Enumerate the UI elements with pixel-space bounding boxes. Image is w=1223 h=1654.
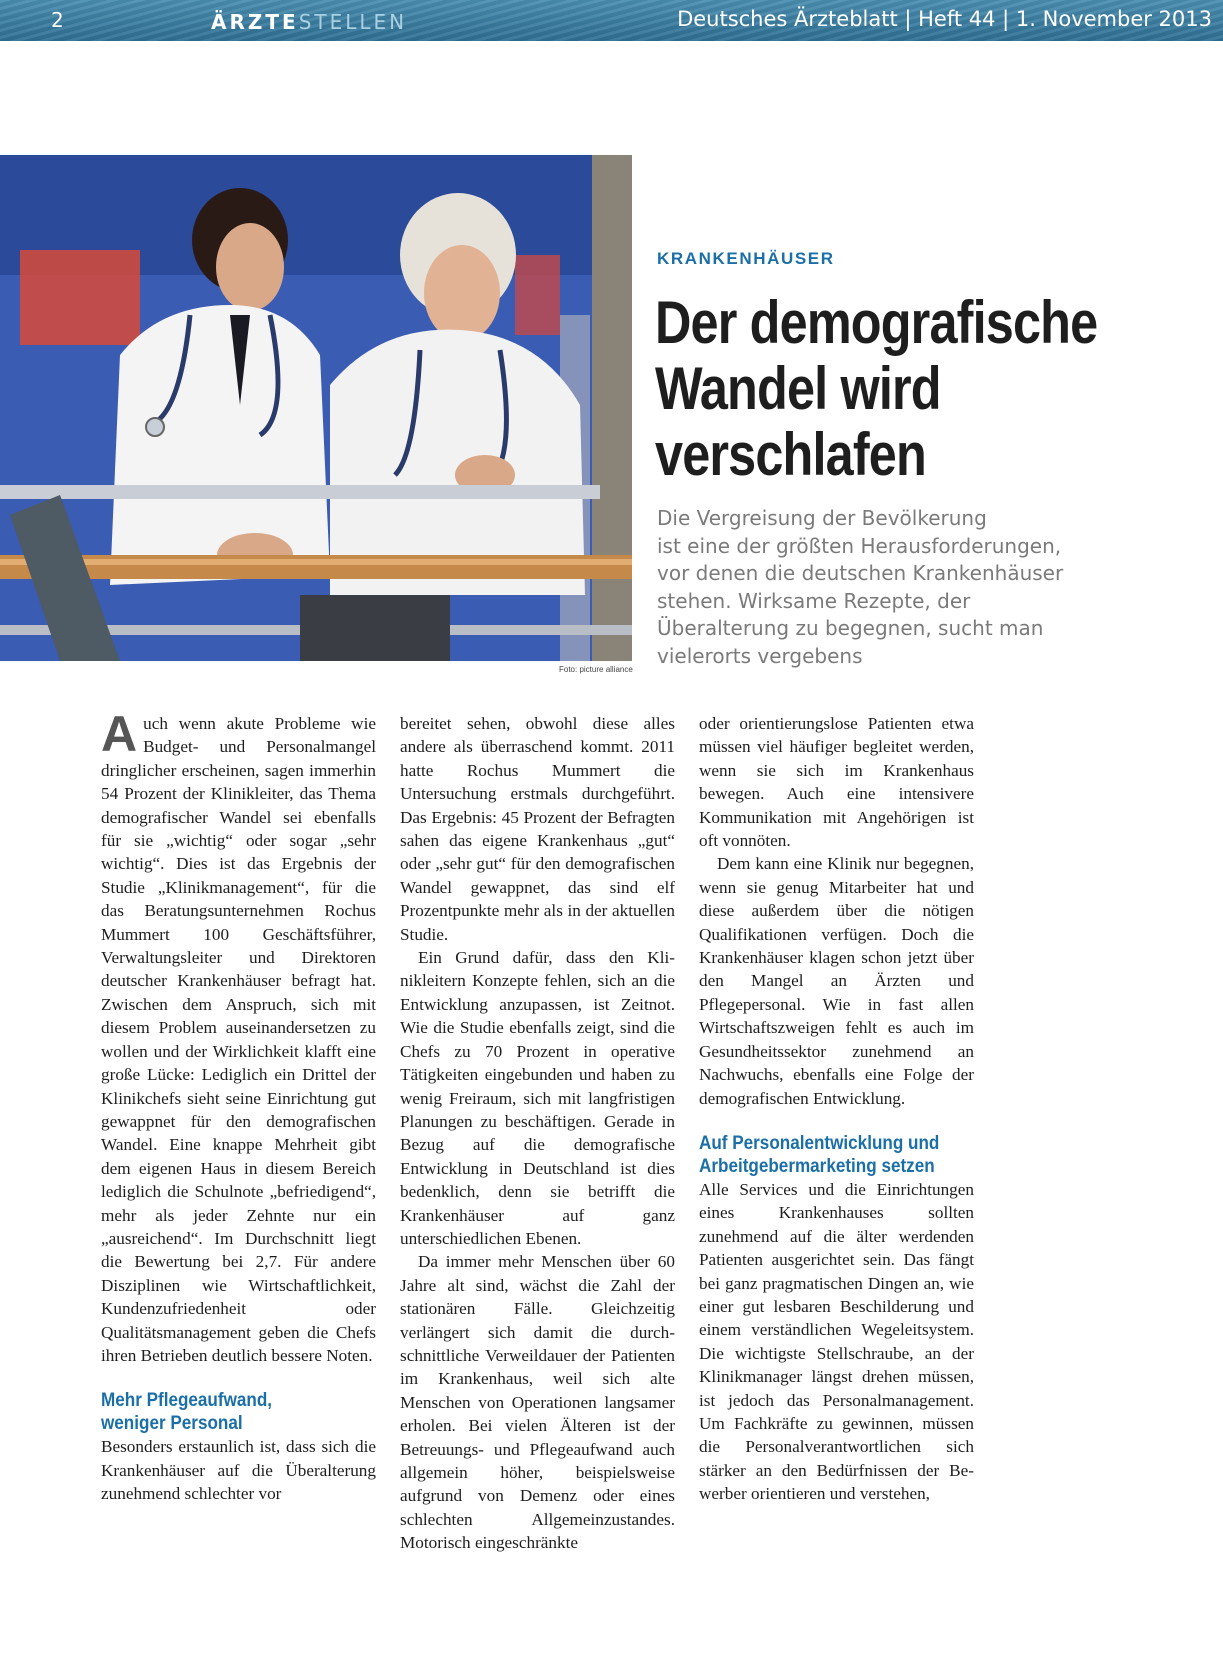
page-header-bar [0, 0, 1223, 41]
issue-info: Deutsches Ärzteblatt | Heft 44 | 1. November 2013 [677, 7, 1212, 31]
headline-line: Der demografische [655, 289, 1098, 356]
article-column-3 [699, 712, 974, 1506]
brand-part-a: ÄRZTE [211, 10, 299, 34]
lead-line: Die Vergreisung der Bevölkerung [657, 506, 987, 530]
subheading-line: weniger Personal [101, 1413, 243, 1435]
doctors-photo-illustration [0, 155, 632, 661]
subheading [699, 1132, 947, 1178]
headline-line: Wandel wird [655, 355, 941, 422]
brand-part-b: STELLEN [298, 10, 408, 34]
paragraph: Da immer mehr Menschen über 60 Jahre alt sind, wächst die Zahl der stationären Fälle. Gleichzeitig verlängert sich damit die durchschnittliche Verweildauer der Patienten im Krankenhaus, weil sich alte Menschen von Operationen langsamer erholen. Bei vielen Älteren ist der Betreuungs- und Pflegeaufwand auch allgemein höher, beispielsweise aufgrund von Demenz oder eines schlechten Allgemeinzustandes. Motorisch eingeschränkte [400, 1252, 675, 1553]
lead-line: vielerorts vergebens [657, 643, 863, 668]
section-brand [211, 10, 407, 34]
paragraph: Alle Services und die Einrichtungen eines Krankenhauses sollten zunehmend auf die älter werdenden Patienten ausgerichtet sein. Das fängt bei ganz pragmatischen Dingen an, wie einer gut lesbaren Beschilderung und einem verständlichen Wegeleitsystem. Die wichtigste Stellschraube, an der Klinikmanager längst drehen müssen, ist jedoch das Personalmanagement. Um Fachkräfte zu gewinnen, müssen die Personalverantwortlichen sich stärker an den Bedürfnissen der Bewerber orientieren und verstehen, [699, 1179, 974, 1504]
lead-line: vor denen die deutschen Krankenhäuser [657, 561, 1064, 585]
subheading [101, 1389, 349, 1435]
subheading-line: Auf Personalentwicklung und [699, 1132, 940, 1154]
headline-line: verschlafen [655, 421, 926, 488]
article-column-2 [400, 712, 675, 1555]
photo-credit: Foto: picture alliance [559, 665, 633, 674]
article-headline [655, 289, 1098, 488]
lead-line: stehen. Wirksame Rezepte, der [657, 588, 971, 613]
lead-line: Überalterung zu begegnen, sucht man [657, 616, 1044, 640]
paragraph: Ein Grund dafür, dass den Klinikleitern Konzepte fehlen, sich an die Entwicklung anzupassen, ist Zeitnot. Wie die Studie ebenfalls zeigt, sind die Chefs zu 70 Prozent in operative Tätigkeiten eingebunden und haben zu wenig Freiraum, sich mit langfristigen Planungen zu beschäftigen. Gerade in Bezug auf die demografische Entwicklung in Deutschland ist dies bedenklich, denn sie betrifft die Krankenhäuser auf ganz unterschiedlichen Ebenen. [400, 948, 675, 1248]
subheading-line: Arbeitgebermarketing setzen [699, 1155, 935, 1177]
article-photo [0, 155, 632, 661]
paragraph: oder orientierungslose Patienten etwa müssen viel häufiger begleitet werden, wenn sie sich im Krankenhaus bewegen. Auch eine intensivere Kommunikation mit Angehörigen ist oft vonnöten. [699, 714, 974, 851]
paragraph: Besonders erstaunlich ist, dass sich die Krankenhäuser auf die Überalterung zunehmend schlechter vor [101, 1437, 376, 1504]
paragraph-text: uch wenn akute Probleme wie Budget- und Personalmangel dringlicher erscheinen, sagen immerhin 54 Prozent der Klinikleiter, das Thema demografischer Wandel sei ebenfalls für sie „wichtig“ oder sogar „sehr wichtig“. Dies ist das Ergebnis der Studie „Klinikmanagement“, für die das Beratungsunternehmen Rochus Mummert 100 Geschäftsführer, Verwaltungsleiter und Direktoren deutscher Krankenhäuser befragt hat. Zwischen dem Anspruch, sich mit diesem Problem auseinandersetzen zu wollen und der Wirklichkeit klafft eine große Lücke: Lediglich ein Drittel der Klinikchefs sieht seine Einrichtung gut gewappnet für den demografischen Wandel. Eine knappe Mehrheit gibt dem eigenen Haus in diesem Bereich lediglich die Schulnote „befriedigend“, mehr als jeder Zehnte nur ein „ausreichend“. Im Durchschnitt liegt die Bewertung bei 2,7. Für andere Disziplinen wie Wirtschaftlichkeit, Kundenzufriedenheit oder Qualitätsmanagement geben die Chefs ihren Betrieben deutlich bessere Noten. [101, 714, 376, 1365]
lead-line: ist eine der größten Herausforderungen, [657, 533, 1062, 558]
paragraph: bereitet sehen, obwohl diese alles andere als überraschend kommt. 2011 hatte Rochus Mummert die Untersuchung erstmals durchgeführt. Das Ergebnis: 45 Prozent der Befragten sahen das eigene Krankenhaus „gut“ oder „sehr gut“ für den demografischen Wandel gewappnet, das sind elf Prozentpunkte mehr als in der aktuellen Studie. [400, 714, 675, 944]
page-number: 2 [51, 8, 64, 32]
drop-cap: A [101, 706, 138, 762]
paragraph [101, 706, 376, 1367]
article-lead [657, 505, 1117, 670]
section-rubric: KRANKENHÄUSER [657, 249, 835, 268]
article-column-1 [101, 706, 376, 1506]
paragraph: Dem kann eine Klinik nur begegnen, wenn sie genug Mitarbeiter hat und diese außerdem über die nötigen Qualifikationen verfügen. Doch die Krankenhäuser klagen schon jetzt über den Mangel an Ärzten und Pflegepersonal. Wie in fast allen Wirtschaftszweigen fehlt es auch im Gesundheitssektor zunehmend an Nachwuchs, ebenfalls eine Folge der demografischen Entwicklung. [699, 854, 974, 1108]
subheading-line: Mehr Pflegeaufwand, [101, 1390, 273, 1412]
